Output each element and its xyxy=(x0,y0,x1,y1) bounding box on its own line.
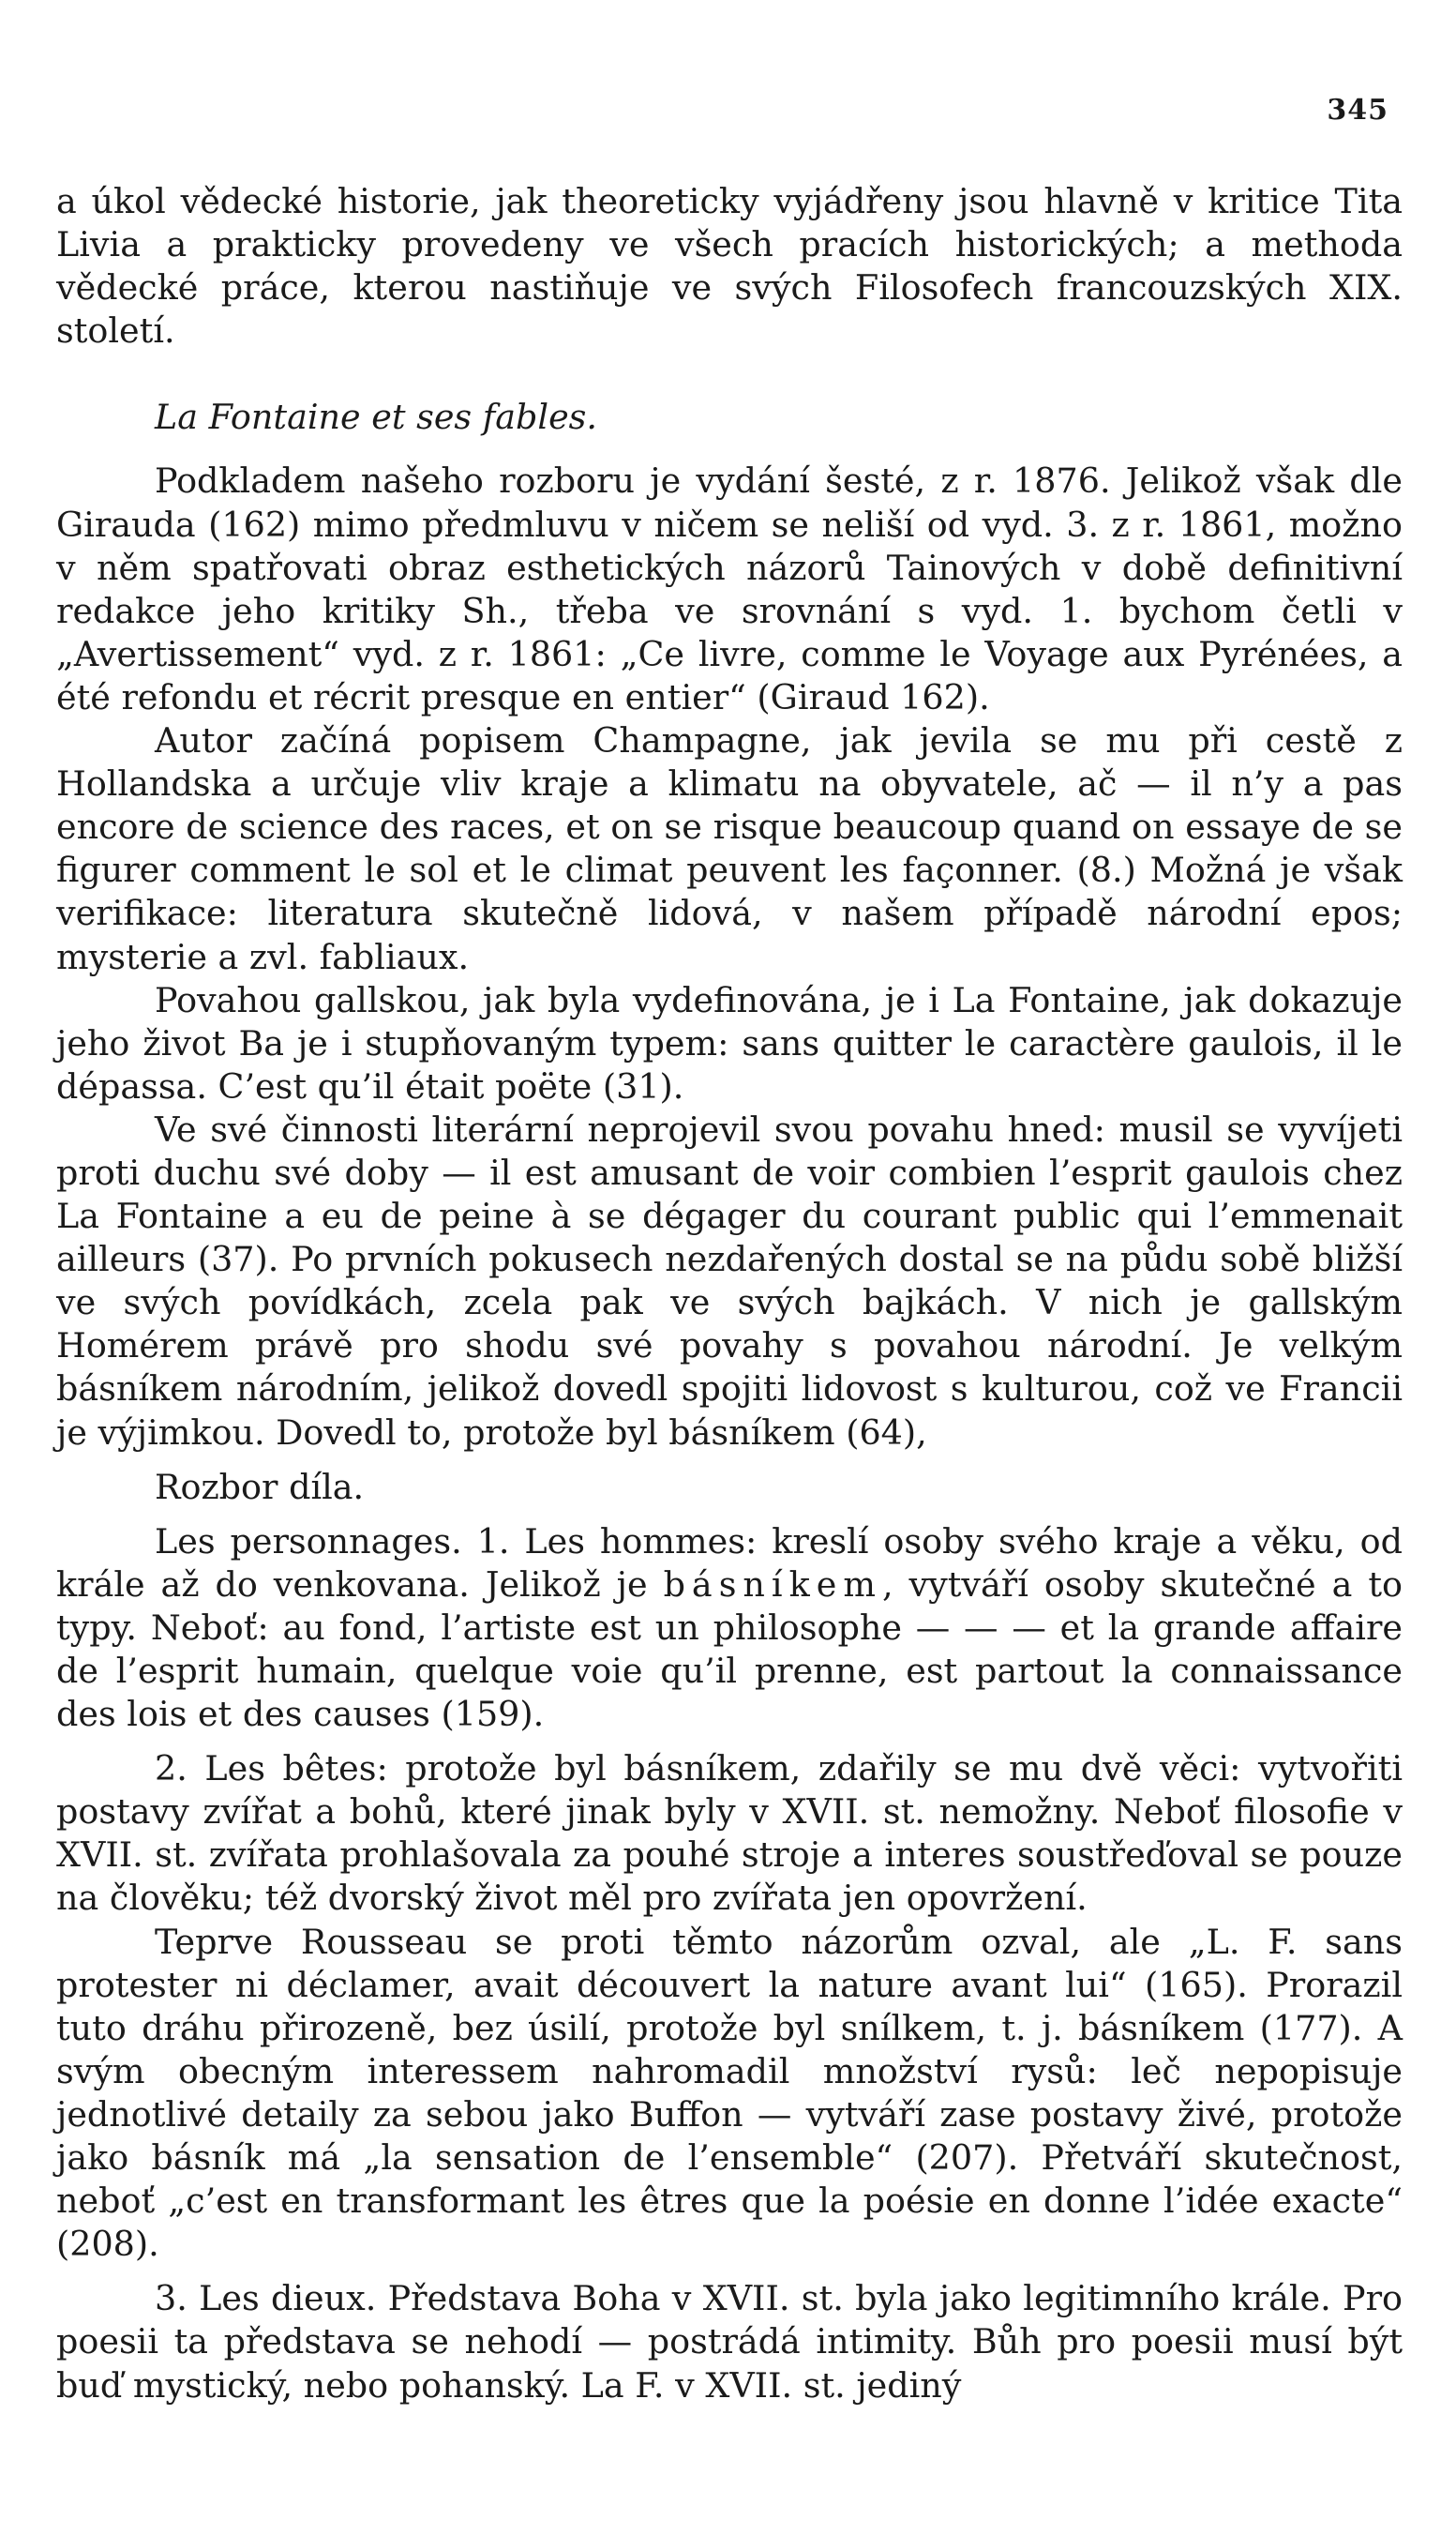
personnages-text-end: , vytváří osoby skutečné a to typy. Neboť: au fond, l’artiste est un philosophe — — — et la grande affaire de l’esprit humain, quelque voie qu’il prenne, est partout la connaissance des lois et des causes (159). xyxy=(56,1563,1403,1735)
paragraph-personnages xyxy=(56,1520,1403,1736)
personnages-text-start: Les personnages. 1. Les hommes: kreslí osoby svého kraje a věku, od krále až do venkovana. Jelikož je xyxy=(56,1520,1403,1605)
paragraph-dieux: 3. Les dieux. Představa Boha v XVII. st. byla jako legitimního krále. Pro poesii ta představa se nehodí — postrádá intimity. Bůh pro poesii musí být buď mystický, nebo pohanský. La F. v XVII. st. jediný xyxy=(56,2278,1403,2406)
page-number: 345 xyxy=(1327,94,1388,127)
emphasized-word: básníkem xyxy=(663,1563,882,1605)
paragraph-gaulish-character: Povahou gallskou, jak byla vydefinována, je i La Fontaine, jak dokazuje jeho život Ba je i stupňovaným typem: sans quitter le caractère gaulois, il le dépassa. C’est qu’il était poëte (31). xyxy=(56,979,1403,1107)
section-title: Rozbor díla. xyxy=(155,1466,365,1507)
paragraph-literary-activity: Ve své činnosti literární neprojevil svou povahu hned: musil se vyvíjeti proti duchu své doby — il est amusant de voir combien l’esprit gaulois chez La Fontaine a eu de peine à se dégager du courant public qui l’emmenait ailleurs (37). Po prvních pokusech nezdařených dostal se na půdu sobě bližší ve svých povídkách, zcela pak ve svých bajkách. V nich je gallským Homérem právě pro shodu své povahy s povahou národní. Je velkým básníkem národním, jelikož dovedl spojiti lidovost s kulturou, což ve Francii je výjimkou. Dovedl to, protože byl básníkem (64), xyxy=(56,1109,1403,1453)
chapter-heading: La Fontaine et ses fables. xyxy=(155,397,598,438)
paragraph-champagne: Autor začíná popisem Champagne, jak jevila se mu při cestě z Hollandska a určuje vliv kraje a klimatu na obyvatele, ač — il n’y a pas encore de science des races, et on se risque beaucoup quand on essaye de se figurer comment le sol et le climat peuvent les façonner. (8.) Možná je však verifikace: literatura skutečně lidová, v našem případě národní epos; mysterie a zvl. fabliaux. xyxy=(56,720,1403,977)
paragraph-edition-note: Podkladem našeho rozboru je vydání šesté, z r. 1876. Jelikož však dle Girauda (162) mimo předmluvu v ničem se neliší od vyd. 3. z r. 1861, možno v něm spatřovati obraz esthetických názorů Tainových v době definitivní redakce jeho kritiky Sh., třeba ve srovnání s vyd. 1. bychom četli v „Avertissement“ vyd. z r. 1861: „Ce livre, comme le Voyage aux Pyrénées, a été refondu et récrit presque en entier“ (Giraud 162). xyxy=(56,460,1403,717)
paragraph-rousseau: Teprve Rousseau se proti těmto názorům ozval, ale „L. F. sans protester ni déclamer, avait découvert la nature avant lui“ (165). Prorazil tuto dráhu přirozeně, bez úsilí, protože byl snílkem, t. j. básníkem (177). A svým obecným interessem nahromadil množství rysů: leč nepopisuje jednotlivé detaily za sebou jako Buffon — vytváří zase postavy živé, protože jako básník má „la sensation de l’ensemble“ (207). Přetváří skutečnost, neboť „c’est en transformant les êtres que la poésie en donne l’idée exacte“ (208). xyxy=(56,1921,1403,2265)
paragraph-continuation: a úkol vědecké historie, jak theoreticky vyjádřeny jsou hlavně v kritice Tita Livia a prakticky provedeny ve všech pracích historických; a methoda vědecké práce, kterou nastiňuje ve svých Filosofech francouzských XIX. století. xyxy=(56,181,1403,352)
page-body xyxy=(56,180,1403,2407)
paragraph-betes: 2. Les bêtes: protože byl básníkem, zdařily se mu dvě věci: vytvořiti postavy zvířat a bohů, které jinak byly v XVII. st. nemožny. Neboť filosofie v XVII. st. zvířata prohlašovala za pouhé stroje a interes soustřeďoval se pouze na člověku; též dvorský život měl pro zvířata jen opovržení. xyxy=(56,1748,1403,1919)
